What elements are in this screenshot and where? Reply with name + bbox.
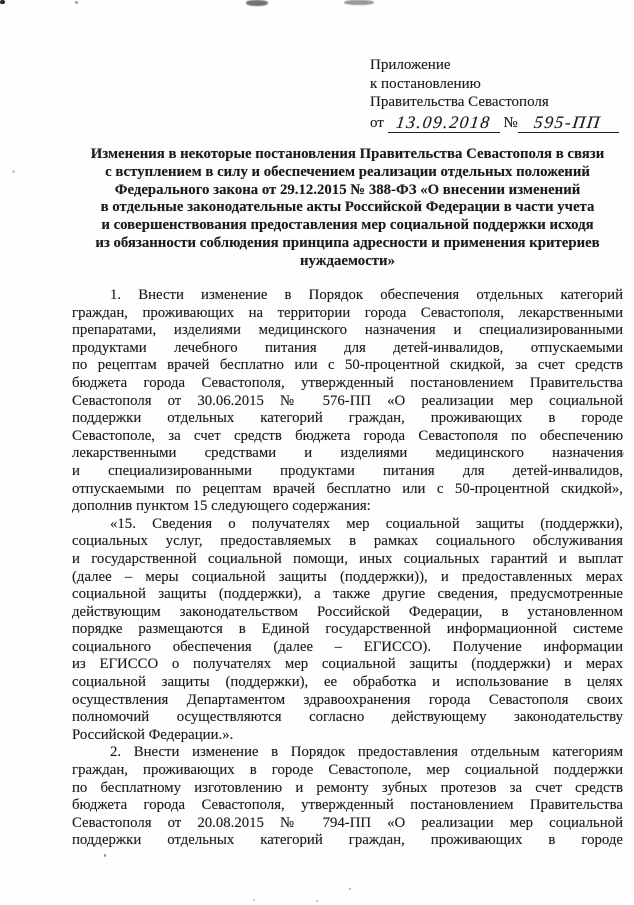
text-line: препаратами, изделиями медицинского назначения и специализированными [72, 322, 623, 339]
scan-artifact [344, 0, 374, 5]
document-body [72, 287, 623, 850]
appendix-line: Приложение [370, 57, 451, 73]
title-line: с вступлением в силу и обеспечением реализации отдельных положений [105, 163, 590, 180]
text-line: социальной защиты (поддержки), ее обработка и использование в целях [72, 674, 623, 691]
text-line: продуктами лечебного питания для детей-инвалидов, отпускаемыми [72, 339, 623, 356]
text-line: (далее – меры социальной защиты (поддержки)), и предоставленных мерах [72, 568, 623, 585]
text-line: «15. Сведения о получателях мер социальной защиты (поддержки), [110, 515, 623, 532]
text-line: из ЕГИССО о получателях мер социальной защиты (поддержки) и мерах [72, 656, 623, 673]
paragraph-item-15 [72, 516, 623, 745]
document-title [72, 146, 623, 271]
text-line: полномочий осуществляются согласно действующему законодательству [72, 709, 623, 726]
text-line: Севастополе, за счет средств бюджета города Севастополя по обеспечению [72, 427, 623, 444]
scan-artifact [253, 899, 255, 901]
text-line: и государственной социальной помощи, иных социальных гарантий и выплат [72, 550, 623, 567]
text-line: 2. Внести изменение в Порядок предоставления отдельным категориям [110, 744, 623, 761]
number-underline [518, 113, 619, 134]
text-line: поддержки отдельных категорий граждан, проживающих в городе [72, 410, 623, 427]
scan-artifact [12, 170, 15, 173]
scan-artifact [349, 888, 351, 890]
text-line: порядке размещаются в Единой государственной информационной системе [72, 621, 623, 638]
text-line: по бесплатному изготовлению и ремонту зубных протезов за счет средств [72, 779, 623, 796]
title-line: из обязанности соблюдения принципа адресности и применения критериев [95, 234, 600, 251]
text-line: лекарственными средствами и изделиями медицинского назначения [72, 445, 623, 462]
handwritten-number: 595-ПП [533, 111, 603, 132]
text-line: социальных услуг, предоставляемых в рамках социального обслуживания [72, 533, 623, 550]
number-sign: № [503, 114, 518, 131]
text-line: социальной защиты (поддержки), а также другие сведения, предусмотренные [72, 586, 623, 603]
text-line: бюджета города Севастополя, утвержденный постановлением Правительства [72, 374, 623, 391]
text-line: 1. Внести изменение в Порядок обеспечения отдельных категорий [110, 287, 623, 303]
scan-artifact [316, 900, 318, 902]
title-line: и совершенствования предоставления мер социальной поддержки исходя [101, 217, 594, 234]
text-line: граждан, проживающих в городе Севастополе, мер социальной поддержки [72, 762, 623, 779]
text-line: социального обеспечения (далее – ЕГИССО). Получение информации [72, 638, 623, 655]
text-line: граждан, проживающих на территории города Севастополя, лекарственными [72, 304, 623, 321]
scan-artifact [104, 854, 106, 857]
text-line: и специализированными продуктами питания для детей-инвалидов, [72, 462, 623, 479]
text-line: дополнив пунктом 15 следующего содержания: [72, 498, 371, 515]
title-line: Изменения в некоторые постановления Правительства Севастополя в связи [90, 146, 605, 162]
title-line: в отдельные законодательные акты Российской Федерации в части учета [100, 199, 595, 216]
text-line: Российской Федерации.». [72, 726, 234, 743]
scan-artifact [75, 1, 78, 4]
text-line: бюджета города Севастополя, утвержденный постановлением Правительства [72, 797, 623, 814]
text-line: Севастополя от 20.08.2015 № 794-ПП «О реализации мер социальной [72, 814, 623, 831]
text-line: поддержки отдельных категорий граждан, проживающих в городе [72, 832, 623, 849]
paragraph-1 [72, 287, 623, 516]
title-line: Федерального закона от 29.12.2015 № 388-ФЗ «О внесении изменений [114, 181, 581, 198]
scan-artifact [0, 0, 5, 4]
text-line: по рецептам врачей бесплатно или с 50-процентной скидкой, за счет средств [72, 357, 623, 374]
text-line: Севастополя от 30.06.2015 № 576-ПП «О реализации мер социальной [72, 392, 623, 409]
date-label: от [370, 114, 384, 131]
text-line: отпускаемыми по рецептам врачей бесплатно или с 50-процентной скидкой», [72, 480, 623, 497]
appendix-reference-block [370, 56, 619, 133]
appendix-line: Правительства Севастополя [370, 94, 549, 111]
appendix-date-number-line [370, 113, 619, 134]
text-line: действующим законодательством Российской Федерации, в установленном [72, 603, 623, 620]
title-line: нуждаемости» [300, 252, 395, 269]
appendix-line: к постановлению [370, 75, 481, 92]
scan-artifact [246, 0, 268, 6]
paragraph-2 [72, 744, 623, 850]
date-underline [388, 113, 500, 134]
text-line: осуществления Департаментом здравоохранения города Севастополя своих [72, 691, 623, 708]
handwritten-date: 13.09.2018 [394, 111, 492, 132]
